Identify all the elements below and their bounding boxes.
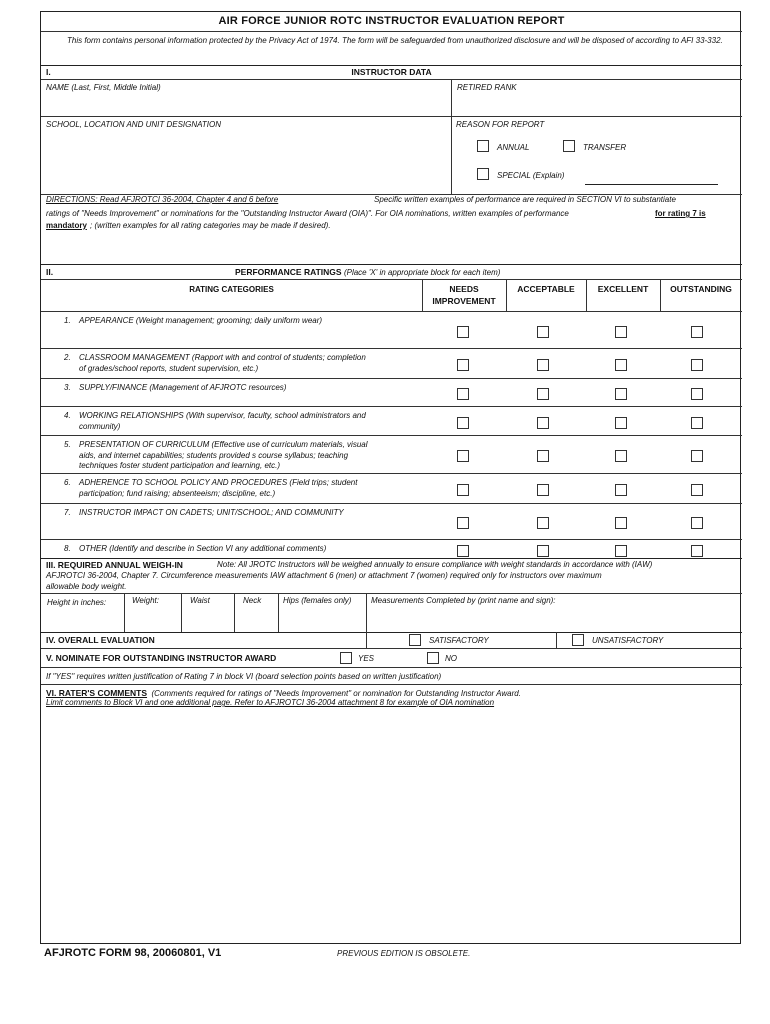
height-field[interactable] — [43, 609, 123, 629]
section-5-title: V. NOMINATE FOR OUTSTANDING INSTRUCTOR AWARD — [46, 653, 277, 663]
rating-4-acceptable-checkbox[interactable] — [537, 417, 549, 429]
rating-8-acceptable-checkbox[interactable] — [537, 545, 549, 557]
special-checkbox[interactable] — [477, 168, 489, 180]
rating-3-acceptable-checkbox[interactable] — [537, 388, 549, 400]
privacy-notice: This form contains personal information protected by the Privacy Act of 1974. The form will be safeguarded from unauthorized disclosure and will be disposed of according to AFI 33-332. — [67, 36, 723, 45]
rating-2-excellent-checkbox[interactable] — [615, 359, 627, 371]
rating-7-needs-improvement-checkbox[interactable] — [457, 517, 469, 529]
rating-item-number: 2. — [64, 353, 71, 362]
excellent-header: EXCELLENT — [597, 284, 649, 294]
rating-item-text: OTHER (Identify and describe in Section VI any additional comments) — [79, 544, 327, 553]
rating-item-text: techniques foster student participation and learning, etc.) — [79, 461, 281, 470]
rating-item-text: of grades/school reports, student supervision, etc.) — [79, 363, 259, 373]
obsolete-notice: PREVIOUS EDITION IS OBSOLETE. — [337, 949, 471, 958]
directions-line3: ; (written examples for all rating categories may be made if desired). — [90, 221, 331, 230]
section-1-number: I. — [46, 67, 51, 77]
rating-5-needs-improvement-checkbox[interactable] — [457, 450, 469, 462]
rating-8-needs-improvement-checkbox[interactable] — [457, 545, 469, 557]
yes-checkbox[interactable] — [340, 652, 352, 664]
rating-7-excellent-checkbox[interactable] — [615, 517, 627, 529]
rating-item-number: 1. — [64, 316, 71, 325]
directions-line2: ratings of "Needs Improvement" or nominations for the "Outstanding Instructor Award (OIA)". For OIA nominations, written examples of performance — [46, 209, 569, 218]
rating-5-outstanding-checkbox[interactable] — [691, 450, 703, 462]
rating-2-acceptable-checkbox[interactable] — [537, 359, 549, 371]
transfer-checkbox[interactable] — [563, 140, 575, 152]
rating-8-excellent-checkbox[interactable] — [615, 545, 627, 557]
section-1-title: INSTRUCTOR DATA — [351, 67, 432, 77]
retired-rank-label: RETIRED RANK — [457, 83, 517, 92]
directions-tail: Specific written examples of performance are required in SECTION VI to substantiate — [374, 195, 676, 204]
neck-label: Neck — [243, 596, 262, 605]
rating-item-number: 5. — [64, 440, 71, 449]
hips-label: Hips (females only) — [283, 596, 352, 605]
special-explain-line[interactable] — [585, 184, 718, 185]
rating-7-outstanding-checkbox[interactable] — [691, 517, 703, 529]
rating-item-text: PRESENTATION OF CURRICULUM (Effective use of curriculum materials, visual — [79, 440, 368, 449]
waist-field[interactable] — [183, 609, 233, 629]
retired-rank-field[interactable] — [454, 94, 739, 114]
acceptable-header: ACCEPTABLE — [517, 284, 575, 294]
yes-label: YES — [358, 654, 375, 663]
rating-item-number: 3. — [64, 383, 71, 392]
school-field[interactable] — [43, 132, 448, 190]
section-6-title: VI. RATER'S COMMENTS — [46, 688, 148, 698]
section-3-title: III. REQUIRED ANNUAL WEIGH-IN — [46, 560, 183, 570]
rating-6-needs-improvement-checkbox[interactable] — [457, 484, 469, 496]
rating-1-acceptable-checkbox[interactable] — [537, 326, 549, 338]
satisfactory-label: SATISFACTORY — [429, 636, 489, 645]
needs-header-line2: IMPROVEMENT — [432, 296, 496, 306]
evaluation-form — [40, 11, 741, 944]
section-3-note1: Note: All JROTC Instructors will be weighed annually to ensure compliance with weight standards in accordance with (IAW) — [217, 560, 653, 569]
directions-rating7: for rating 7 is — [655, 209, 706, 218]
rating-3-needs-improvement-checkbox[interactable] — [457, 388, 469, 400]
measurements-label: Measurements Completed by (print name and sign): — [371, 596, 556, 605]
directions-mandatory: mandatory — [46, 221, 87, 230]
rating-item-text: APPEARANCE (Weight management; grooming; daily uniform wear) — [79, 316, 323, 325]
section-6-note: (Comments required for ratings of "Needs Improvement" or nomination for Outstanding Instructor Award. — [151, 689, 521, 698]
section-2-heading — [235, 267, 500, 278]
section-2-note: (Place 'X' in appropriate block for each item) — [343, 268, 501, 277]
rating-item-text: community) — [79, 421, 121, 431]
no-checkbox[interactable] — [427, 652, 439, 664]
rating-4-needs-improvement-checkbox[interactable] — [457, 417, 469, 429]
name-label: NAME (Last, First, Middle Initial) — [46, 83, 161, 92]
rating-4-outstanding-checkbox[interactable] — [691, 417, 703, 429]
rating-item-number: 7. — [64, 508, 71, 517]
rating-item-text: aids, and internet capabilities; students provided s course syllabus; teaching — [79, 450, 349, 460]
unsatisfactory-checkbox[interactable] — [572, 634, 584, 646]
neck-field[interactable] — [236, 609, 277, 629]
section-2-title: PERFORMANCE RATINGS — [235, 267, 342, 277]
rating-item-text: SUPPLY/FINANCE (Management of AFJROTC resources) — [79, 383, 287, 392]
annual-label: ANNUAL — [497, 143, 530, 152]
name-field[interactable] — [43, 94, 448, 114]
rating-item-number: 6. — [64, 478, 71, 487]
section-6-note2: Limit comments to Block VI and one additional page. Refer to AFJROTCI 36-2004 attachment 8 for example of OIA nomination — [46, 698, 495, 707]
rating-categories-header: RATING CATEGORIES — [189, 285, 274, 294]
section-5-note: If "YES" requires written justification of Rating 7 in block VI (board selection points based on written justification) — [46, 672, 442, 681]
rating-1-outstanding-checkbox[interactable] — [691, 326, 703, 338]
rating-item-text: ADHERENCE TO SCHOOL POLICY AND PROCEDURES (Field trips; student — [79, 478, 358, 487]
rating-item-number: 4. — [64, 411, 71, 420]
rating-4-excellent-checkbox[interactable] — [615, 417, 627, 429]
weight-field[interactable] — [126, 609, 180, 629]
annual-checkbox[interactable] — [477, 140, 489, 152]
rating-3-excellent-checkbox[interactable] — [615, 388, 627, 400]
satisfactory-checkbox[interactable] — [409, 634, 421, 646]
rating-2-outstanding-checkbox[interactable] — [691, 359, 703, 371]
rating-item-text: INSTRUCTOR IMPACT ON CADETS; UNIT/SCHOOL; AND COMMUNITY — [79, 508, 344, 517]
rating-item-number: 8. — [64, 544, 71, 553]
height-label: Height in inches: — [47, 598, 107, 607]
rating-7-acceptable-checkbox[interactable] — [537, 517, 549, 529]
raters-comments-field[interactable] — [43, 712, 739, 940]
rating-1-needs-improvement-checkbox[interactable] — [457, 326, 469, 338]
rating-3-outstanding-checkbox[interactable] — [691, 388, 703, 400]
transfer-label: TRANSFER — [583, 143, 627, 152]
rating-6-acceptable-checkbox[interactable] — [537, 484, 549, 496]
reason-label: REASON FOR REPORT — [456, 120, 545, 129]
needs-header-line1: NEEDS — [449, 284, 479, 294]
section-4-title: IV. OVERALL EVALUATION — [46, 635, 155, 645]
measurements-field[interactable] — [368, 609, 738, 629]
no-label: NO — [445, 654, 457, 663]
rating-1-excellent-checkbox[interactable] — [615, 326, 627, 338]
outstanding-header: OUTSTANDING — [670, 284, 732, 294]
rating-6-outstanding-checkbox[interactable] — [691, 484, 703, 496]
rating-6-excellent-checkbox[interactable] — [615, 484, 627, 496]
form-title: AIR FORCE JUNIOR ROTC INSTRUCTOR EVALUATION REPORT — [218, 15, 565, 27]
rating-8-outstanding-checkbox[interactable] — [691, 545, 703, 557]
section-2-number: II. — [46, 267, 54, 277]
waist-label: Waist — [190, 596, 210, 605]
special-label: SPECIAL (Explain) — [497, 171, 565, 180]
rating-5-excellent-checkbox[interactable] — [615, 450, 627, 462]
rating-item-text: participation; fund raising; absenteeism; discipline, etc.) — [79, 488, 276, 498]
rating-item-text: WORKING RELATIONSHIPS (With supervisor, faculty, school administrators and — [79, 411, 366, 420]
needs-improvement-header — [422, 283, 506, 307]
form-number: AFJROTC FORM 98, 20060801, V1 — [44, 947, 222, 959]
unsatisfactory-label: UNSATISFACTORY — [592, 636, 664, 645]
rating-item-text: CLASSROOM MANAGEMENT (Rapport with and control of students; completion — [79, 353, 366, 362]
section-3-note2: AFJROTCI 36-2004, Chapter 7. Circumference measurements IAW attachment 6 (men) or attachment 7 (women) required only for instructors over maximum — [46, 571, 602, 580]
rating-2-needs-improvement-checkbox[interactable] — [457, 359, 469, 371]
directions-lead: DIRECTIONS: Read AFJROTCI 36-2004, Chapter 4 and 6 before — [46, 195, 279, 204]
weight-label: Weight: — [132, 596, 159, 605]
hips-field[interactable] — [280, 609, 365, 629]
rating-5-acceptable-checkbox[interactable] — [537, 450, 549, 462]
school-label: SCHOOL, LOCATION AND UNIT DESIGNATION — [46, 120, 221, 129]
section-3-note3: allowable body weight. — [46, 582, 127, 591]
